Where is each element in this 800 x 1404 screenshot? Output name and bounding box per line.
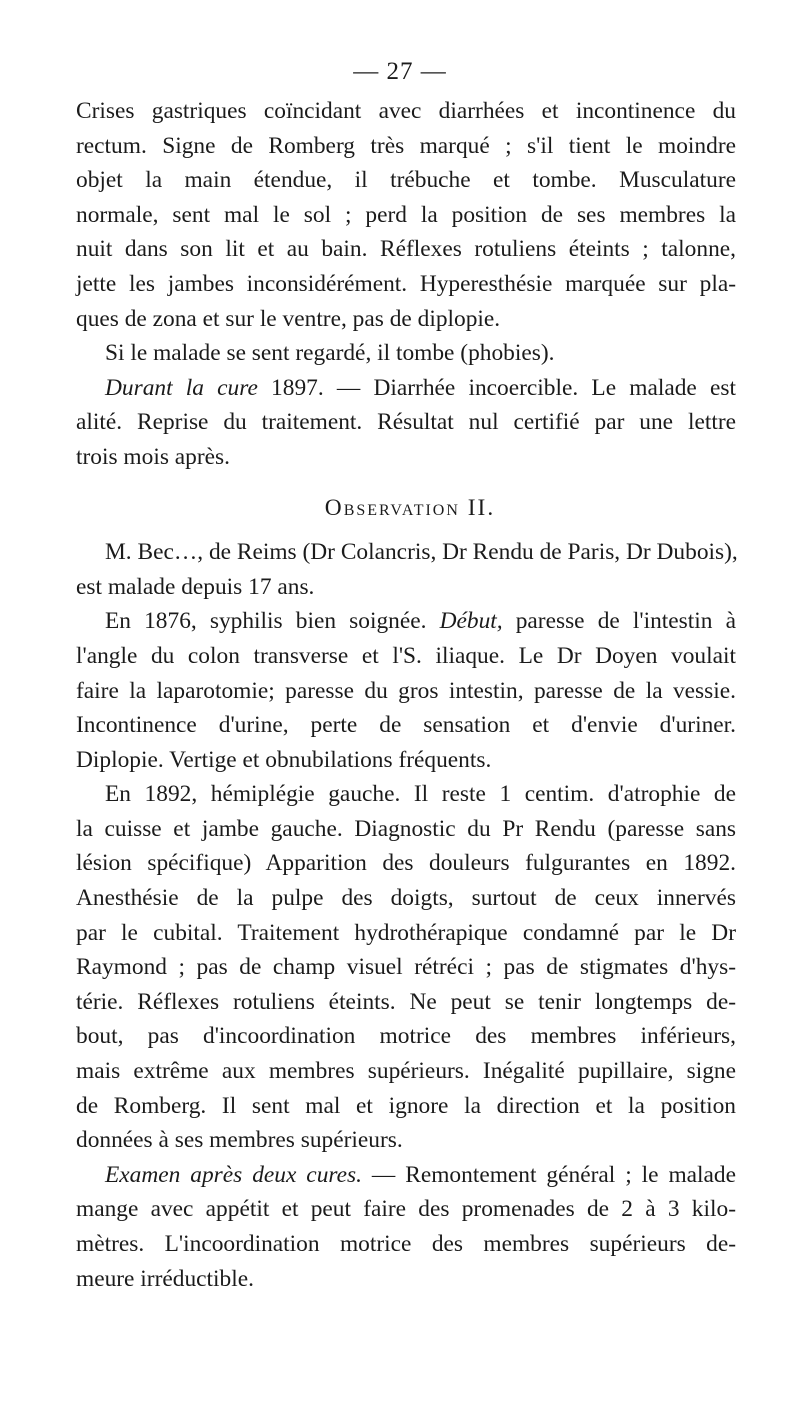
paragraph-durant-la-cure bbox=[76, 371, 736, 475]
text-line: ques de zona et sur le ventre, pas de diplopie. bbox=[76, 305, 501, 332]
text-line: normale, sent mal le sol ; perd la position de ses membres la bbox=[76, 201, 736, 228]
text-line: lésion spécifique) Apparition des douleurs fulgurantes en 1892. bbox=[76, 850, 736, 877]
text-line: trois mois après. bbox=[76, 443, 230, 470]
text-line: données à ses membres supérieurs. bbox=[76, 1127, 403, 1154]
italic-lead: Examen après deux cures. bbox=[105, 1161, 362, 1188]
text-line: rectum. Signe de Romberg très marqué ; s'il tient le moindre bbox=[76, 132, 736, 159]
page-number: — 27 — bbox=[353, 58, 447, 85]
text-line: alité. Reprise du traitement. Résultat nul certifié par une lettre bbox=[76, 409, 736, 436]
text-line: M. Bec…, de Reims (Dr Colancris, Dr Rendu de Paris, Dr Dubois), bbox=[105, 539, 738, 566]
text-line: l'angle du colon transverse et l'S. iliaque. Le Dr Doyen voulait bbox=[76, 642, 736, 669]
text-line: Anesthésie de la pulpe des doigts, surtout de ceux innervés bbox=[76, 885, 736, 912]
text-line: En 1892, hémiplégie gauche. Il reste 1 centim. d'atrophie de bbox=[105, 781, 736, 808]
paragraph-1876 bbox=[76, 604, 736, 777]
text-line: mange avec appétit et peut faire des promenades de 2 à 3 kilo- bbox=[76, 1196, 736, 1223]
text-line bbox=[76, 1158, 736, 1193]
text-line: bout, pas d'incoordination motrice des membres inférieurs, bbox=[76, 1023, 736, 1050]
text-line: faire la laparotomie; paresse du gros intestin, paresse de la vessie. bbox=[76, 677, 736, 704]
text-line: objet la main étendue, il trébuche et tombe. Musculature bbox=[76, 167, 736, 194]
text-line: jette les jambes inconsidérément. Hyperesthésie marquée sur pla- bbox=[76, 270, 736, 297]
text-line bbox=[76, 604, 736, 639]
text-run: — Remontement général ; le malade bbox=[361, 1161, 737, 1188]
body-text bbox=[76, 94, 736, 1296]
text-line: est malade depuis 17 ans. bbox=[76, 573, 315, 600]
text-line: par le cubital. Traitement hydrothérapique condamné par le Dr bbox=[76, 919, 736, 946]
text-run: paresse de l'intestin à bbox=[502, 608, 736, 635]
text-line: Si le malade se sent regardé, il tombe (phobies). bbox=[105, 340, 555, 367]
text-run: En 1876, syphilis bien soignée. bbox=[105, 608, 440, 635]
text-line: Diplopie. Vertige et obnubilations fréquents. bbox=[76, 746, 492, 773]
text-line: nuit dans son lit et au bain. Réflexes rotuliens éteints ; talonne, bbox=[76, 236, 736, 263]
text-line: de Romberg. Il sent mal et ignore la direction et la position bbox=[76, 1092, 736, 1119]
text-line: Raymond ; pas de champ visuel rétréci ; pas de stigmates d'hys- bbox=[76, 954, 736, 981]
paragraph-phobies bbox=[76, 336, 736, 371]
paragraph-examen bbox=[76, 1158, 736, 1296]
text-run: 1897. — Diarrhée incoercible. Le malade est bbox=[257, 374, 736, 401]
paragraph-patient bbox=[76, 535, 736, 604]
italic-lead: Durant la cure bbox=[105, 374, 258, 401]
text-line: térie. Réflexes rotuliens éteints. Ne peut se tenir longtemps de- bbox=[76, 988, 736, 1015]
text-line: meure irréductible. bbox=[76, 1265, 254, 1292]
paragraph-crises bbox=[76, 94, 736, 336]
text-line: mais extrême aux membres supérieurs. Inégalité pupillaire, signe bbox=[76, 1058, 736, 1085]
italic-debut: Début, bbox=[439, 608, 503, 635]
text-line: mètres. L'incoordination motrice des membres supérieurs de- bbox=[76, 1231, 736, 1257]
text-line: Crises gastriques coïncidant avec diarrhées et incontinence du bbox=[76, 98, 736, 124]
section-heading: Observation II. bbox=[324, 494, 496, 521]
text-line bbox=[76, 371, 736, 406]
text-line: la cuisse et jambe gauche. Diagnostic du Pr Rendu (paresse sans bbox=[76, 815, 736, 842]
text-line: Incontinence d'urine, perte de sensation et d'envie d'uriner. bbox=[76, 712, 736, 739]
paragraph-1892 bbox=[76, 777, 736, 1158]
